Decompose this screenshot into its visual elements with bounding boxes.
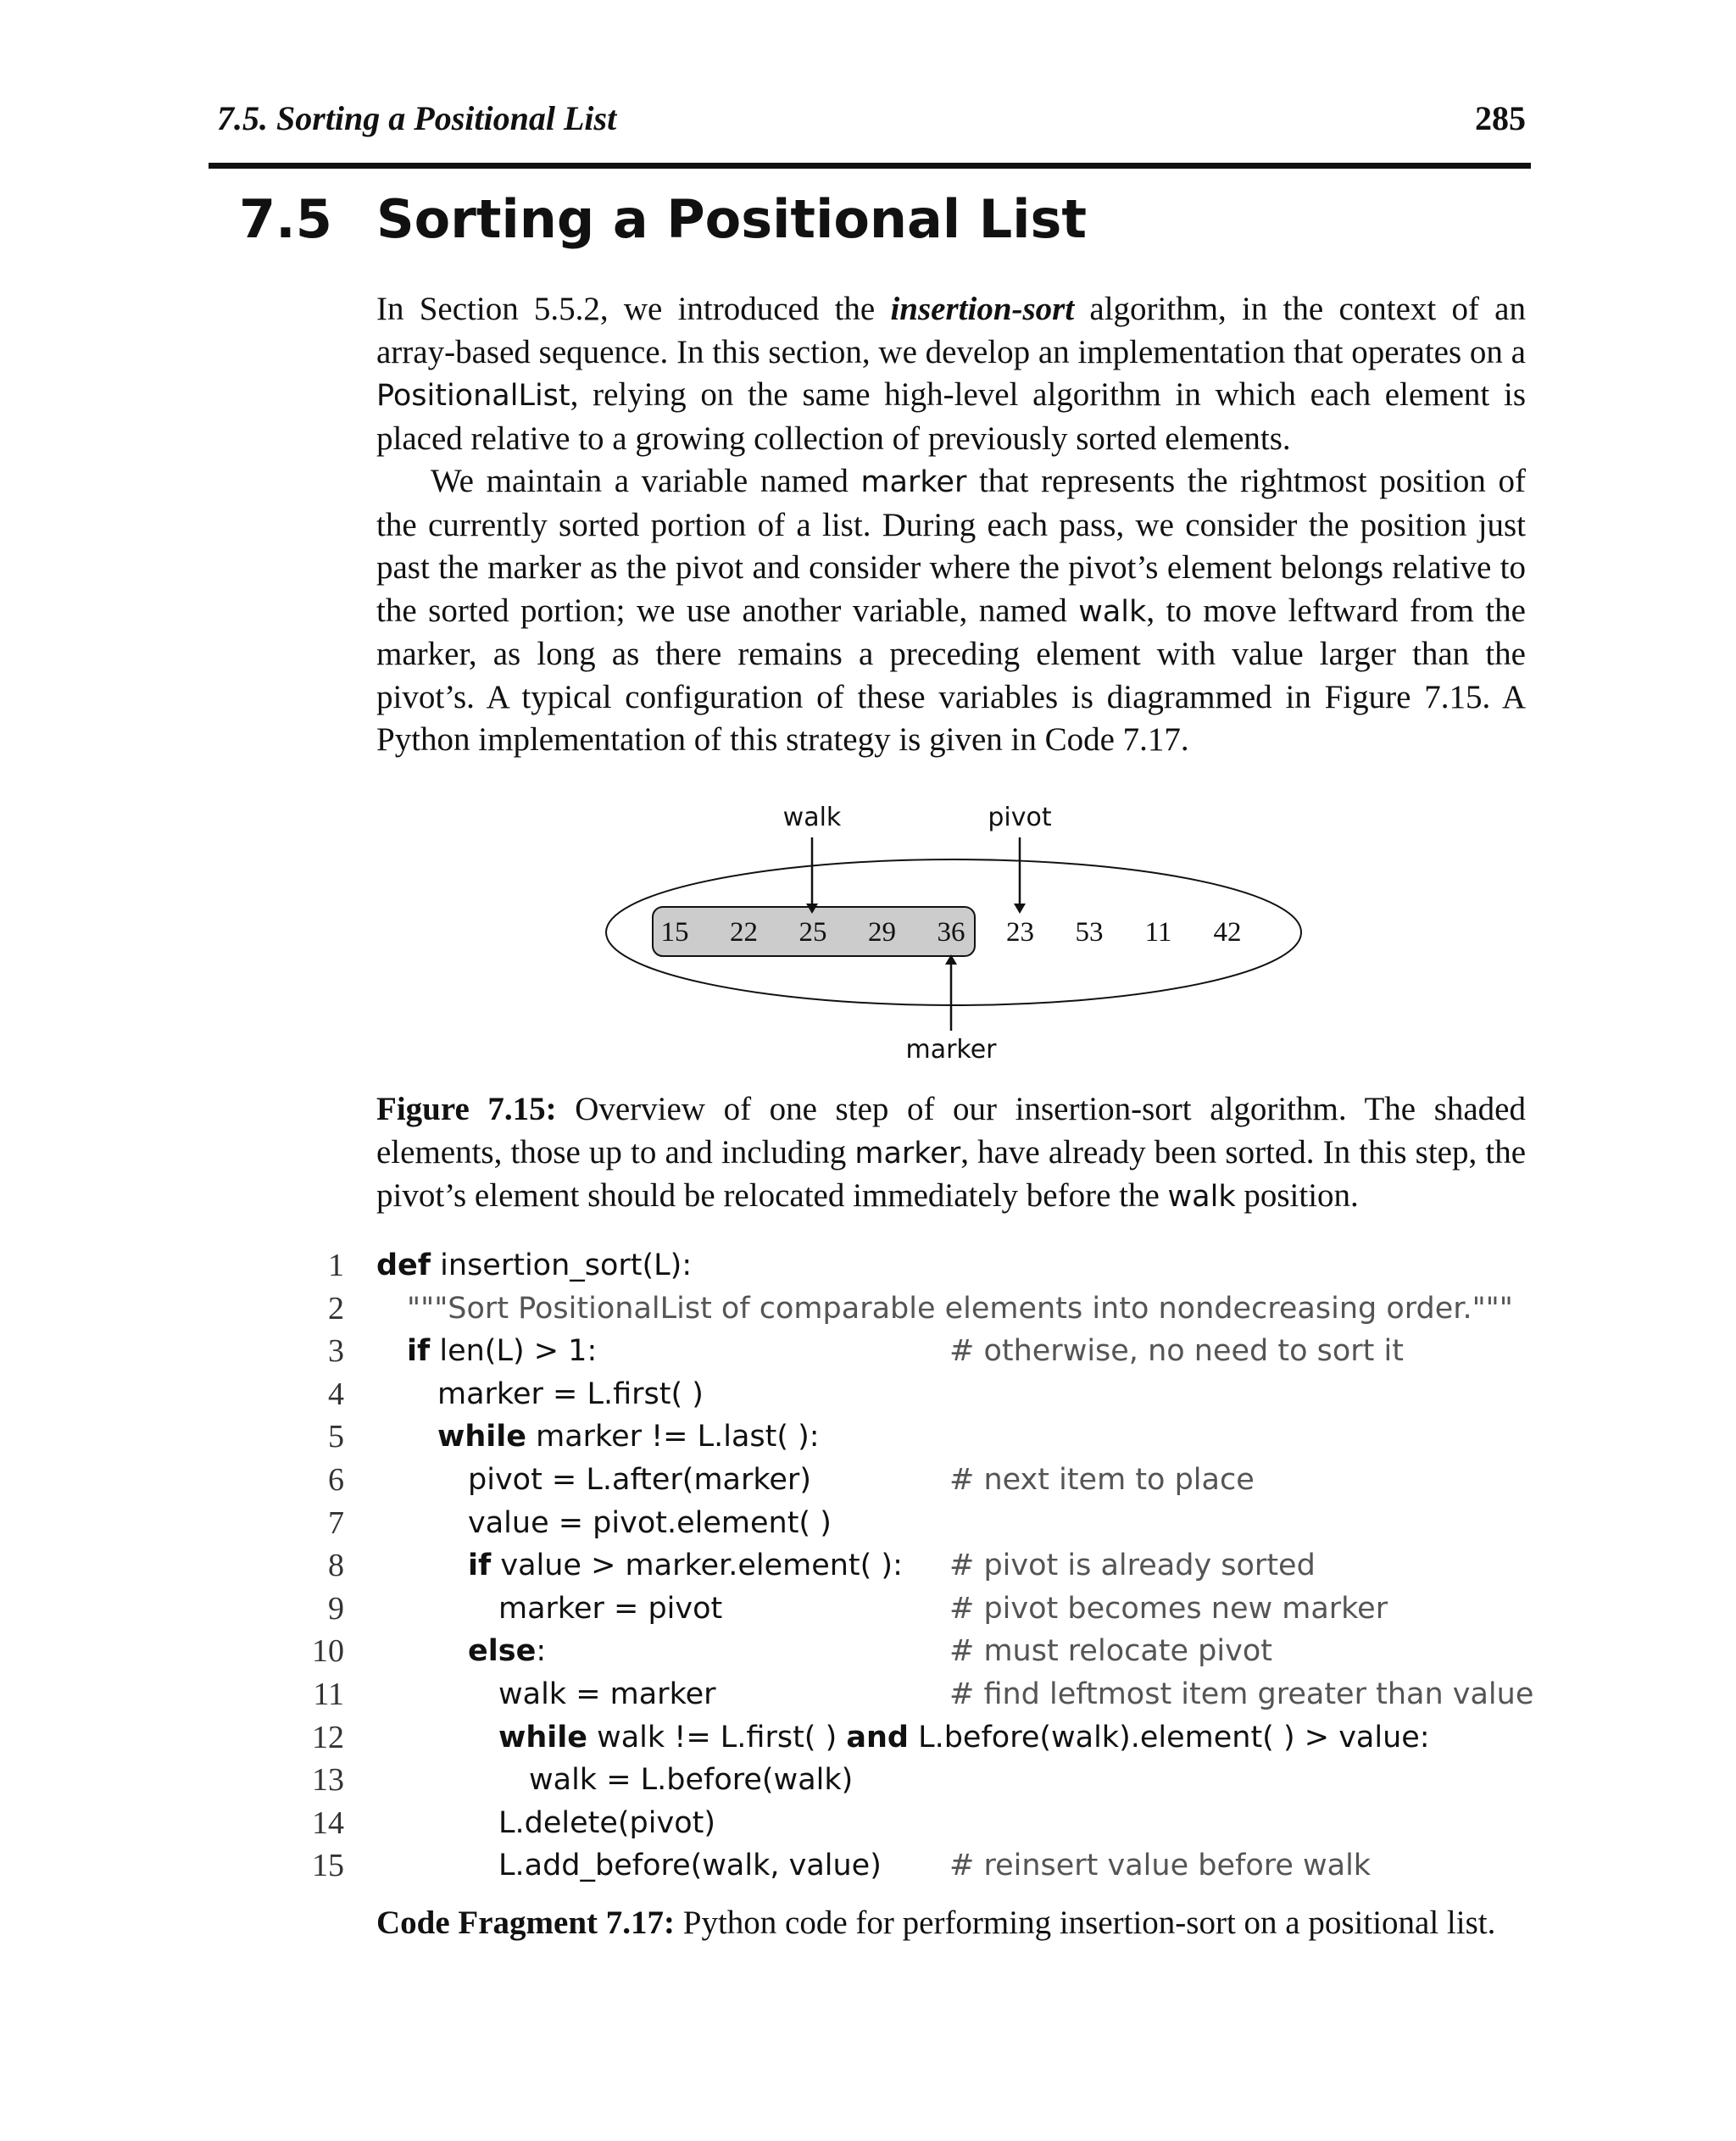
code-text: marker = pivot bbox=[498, 1591, 723, 1626]
keyword: if bbox=[407, 1334, 431, 1369]
keyword: def bbox=[376, 1248, 431, 1282]
code-listing bbox=[305, 1244, 1534, 1888]
line-number: 13 bbox=[312, 1762, 344, 1799]
page-number: 285 bbox=[1475, 99, 1526, 137]
section-title: Sorting a Positional List bbox=[376, 188, 1088, 250]
code-line bbox=[305, 1330, 1534, 1373]
code-comment: # otherwise, no need to sort it bbox=[949, 1334, 1404, 1369]
code-line bbox=[305, 1502, 1534, 1545]
value-cells bbox=[661, 917, 1242, 948]
line-number: 9 bbox=[328, 1590, 344, 1627]
code-comment: # next item to place bbox=[949, 1462, 1255, 1497]
list-value: 29 bbox=[868, 917, 896, 948]
list-value: 36 bbox=[937, 917, 965, 948]
code-line bbox=[305, 1802, 1534, 1845]
code-text: pivot = L.after(marker) bbox=[468, 1462, 811, 1497]
code-line bbox=[305, 1544, 1534, 1588]
code-run: len(L) > 1: bbox=[430, 1334, 598, 1369]
code-text bbox=[407, 1330, 597, 1372]
code-text bbox=[468, 1630, 546, 1672]
list-value: 23 bbox=[1006, 917, 1034, 948]
text-run: Overview of one step of our insertion-sort algorithm. The shaded elements, those up to and including bbox=[376, 1091, 1526, 1171]
code-term: walk bbox=[1167, 1180, 1236, 1214]
docstring: """Sort PositionalList of comparable elements into nondecreasing order.""" bbox=[407, 1291, 1513, 1326]
list-value: 15 bbox=[660, 917, 689, 948]
line-number: 15 bbox=[312, 1848, 344, 1884]
code-line bbox=[305, 1759, 1534, 1802]
line-number: 6 bbox=[328, 1461, 344, 1498]
line-number: 2 bbox=[328, 1290, 344, 1326]
line-number: 5 bbox=[328, 1419, 344, 1455]
header-rule bbox=[209, 163, 1531, 169]
code-text: walk = marker bbox=[498, 1677, 716, 1711]
line-number: 10 bbox=[312, 1633, 344, 1670]
walk-label: walk bbox=[782, 803, 842, 832]
code-line bbox=[305, 1716, 1534, 1760]
code-run: : bbox=[536, 1634, 547, 1669]
code-line bbox=[305, 1630, 1534, 1673]
text-run: that represents the rightmost position of the currently sorted portion of a list. During each pass, we consider the position just past the marker as the pivot and consider where the pivot’s element belongs relative to the sorted portion; we use another variable, named bbox=[376, 463, 1526, 629]
keyword: while bbox=[498, 1720, 587, 1755]
text-run: In Section 5.5.2, we introduced the bbox=[376, 291, 891, 327]
keyword: else bbox=[468, 1634, 537, 1669]
code-text bbox=[376, 1244, 692, 1287]
line-number: 4 bbox=[328, 1376, 344, 1412]
caption-paragraph bbox=[376, 1088, 1526, 1219]
code-text: L.add_before(walk, value) bbox=[498, 1849, 882, 1883]
section-heading bbox=[239, 188, 1087, 250]
line-number: 8 bbox=[328, 1548, 344, 1584]
figure-insertion-sort-diagram bbox=[593, 797, 1322, 1081]
list-value: 25 bbox=[798, 917, 827, 948]
code-line bbox=[305, 1415, 1534, 1459]
running-head bbox=[217, 98, 1526, 146]
code-comment: # reinsert value before walk bbox=[949, 1849, 1372, 1883]
code-comment: # must relocate pivot bbox=[949, 1634, 1272, 1669]
list-value: 22 bbox=[730, 917, 758, 948]
code-run: marker != L.last( ): bbox=[526, 1420, 820, 1454]
section-number: 7.5 bbox=[239, 188, 332, 250]
code-line bbox=[305, 1459, 1534, 1502]
code-run: value > marker.element( ): bbox=[491, 1549, 903, 1583]
code-line bbox=[305, 1287, 1534, 1331]
code-line bbox=[305, 1244, 1534, 1287]
keyword: if bbox=[468, 1549, 492, 1583]
code-run: L.before(walk).element( ) > value: bbox=[908, 1720, 1430, 1755]
list-value: 42 bbox=[1213, 917, 1242, 948]
keyword: while bbox=[437, 1420, 526, 1454]
code-text bbox=[468, 1544, 903, 1587]
code-text: L.delete(pivot) bbox=[498, 1805, 715, 1840]
text-run: position. bbox=[1235, 1177, 1359, 1214]
code-line bbox=[305, 1588, 1534, 1631]
text-run: , relying on the same high-level algorithm in which each element is placed relative to a growing collection of previously sorted elements. bbox=[376, 376, 1526, 457]
code-text bbox=[437, 1415, 820, 1458]
text-run: We maintain a variable named bbox=[431, 463, 861, 499]
line-number: 11 bbox=[313, 1676, 344, 1712]
line-number: 7 bbox=[328, 1504, 344, 1541]
marker-label: marker bbox=[905, 1035, 997, 1065]
paragraph-2 bbox=[376, 460, 1526, 762]
text-run: , have already been sorted. In this step, the pivot’s element should be relocated immediately before the bbox=[376, 1133, 1527, 1214]
code-text bbox=[498, 1716, 1430, 1759]
paragraph-1 bbox=[376, 288, 1526, 460]
running-title: 7.5. Sorting a Positional List bbox=[217, 99, 617, 137]
text-run: , to move leftward from the marker, as long as there remains a preceding element with value larger than the pivot’s. A typical configuration of these variables is diagrammed in Figure 7.15. A Python implementation of this strategy is given in Code 7.17. bbox=[376, 592, 1526, 758]
pivot-label: pivot bbox=[988, 803, 1052, 832]
line-number: 1 bbox=[328, 1248, 344, 1283]
code-comment: # find leftmost item greater than value bbox=[949, 1677, 1534, 1711]
code-line bbox=[305, 1673, 1534, 1716]
code-fragment-label: Code Fragment 7.17: bbox=[376, 1905, 676, 1941]
line-number: 14 bbox=[312, 1805, 344, 1841]
code-run: walk != L.first( ) bbox=[587, 1720, 847, 1755]
code-text: walk = L.before(walk) bbox=[529, 1763, 854, 1798]
code-comment: # pivot is already sorted bbox=[949, 1549, 1316, 1583]
list-value: 53 bbox=[1075, 917, 1104, 948]
diagram-svg bbox=[593, 797, 1322, 1076]
figure-label: Figure 7.15: bbox=[376, 1091, 557, 1127]
code-comment: # pivot becomes new marker bbox=[949, 1591, 1388, 1626]
code-fragment-caption bbox=[376, 1904, 1495, 1942]
text-run: algorithm, in the context of an array-based sequence. In this section, we develop an implementation that operates on a bbox=[376, 291, 1526, 370]
code-text: marker = L.first( ) bbox=[437, 1376, 704, 1411]
code-line bbox=[305, 1373, 1534, 1416]
line-number: 3 bbox=[328, 1333, 344, 1370]
code-text: value = pivot.element( ) bbox=[468, 1505, 832, 1540]
text-run: Python code for performing insertion-sort on a positional list. bbox=[675, 1905, 1496, 1941]
code-term: marker bbox=[860, 465, 967, 499]
figure-caption bbox=[376, 1088, 1526, 1219]
code-term: PositionalList bbox=[376, 379, 570, 413]
keyword: and bbox=[846, 1720, 909, 1755]
list-value: 11 bbox=[1144, 917, 1172, 948]
emphasis-insertion-sort: insertion-sort bbox=[890, 291, 1075, 327]
line-number: 12 bbox=[312, 1719, 344, 1755]
body-text bbox=[376, 288, 1526, 762]
code-term: walk bbox=[1078, 594, 1147, 629]
code-term: marker bbox=[854, 1136, 961, 1171]
code-run: insertion_sort(L): bbox=[431, 1248, 693, 1282]
code-line bbox=[305, 1844, 1534, 1888]
